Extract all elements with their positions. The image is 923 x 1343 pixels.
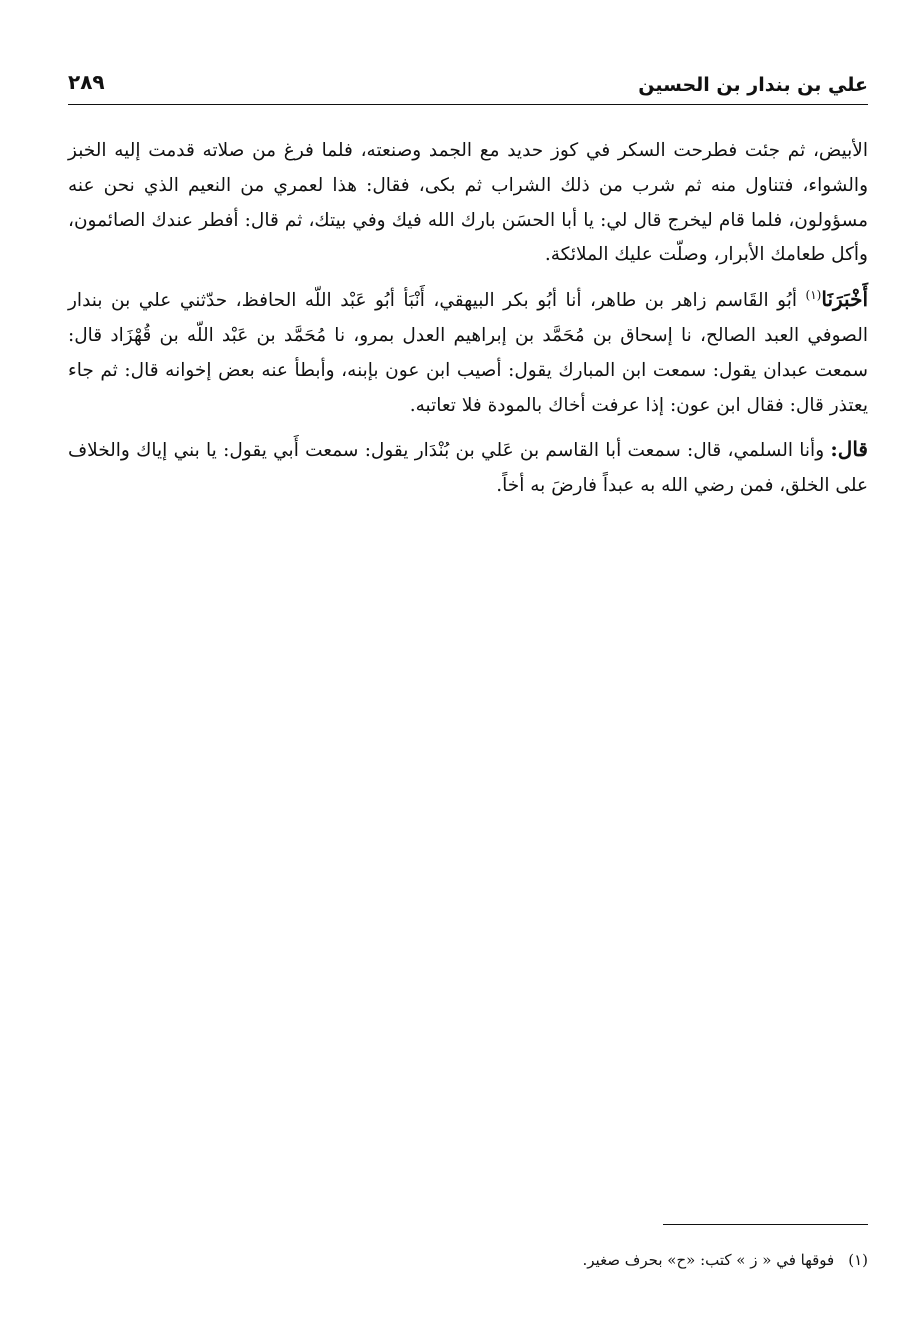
running-title: علي بن بندار بن الحسين <box>638 74 868 96</box>
paragraph-lead-word: قال: <box>830 437 868 462</box>
paragraph-1 <box>68 134 868 273</box>
paragraph-text: وأنا السلمي، قال: سمعت أبا القاسم بن عَلي بن بُنْدَار يقول: سمعت أَبي يقول: يا بني إياك والخلاف على الخلق، فمن رضي الله به عبداً فارضَ به أخاً. <box>68 440 868 497</box>
paragraph-3 <box>68 432 868 504</box>
footnote-text: فوقها في « ز » كتب: «ح» بحرف صغير. <box>582 1251 835 1269</box>
page-number: ٢٨٩ <box>68 70 105 94</box>
paragraph-2 <box>68 282 868 423</box>
footnote-marker: (١) <box>805 288 822 303</box>
paragraph-lead-word: أَخْبَرَنَا <box>821 287 868 312</box>
paragraph-text: أبُو القَاسم زاهر بن طاهر، أنا أبُو بكر البيهقي، أَنْبَأ أبُو عَبْد اللّه الحافظ، حدّثني علي بن بندار الصوفي العبد الصالح، نا إسحاق بن مُحَمَّد بن إبراهيم العدل بمرو، نا مُحَمَّد بن عَبْد اللّه بن قُهْزَاد قال: سمعت عبدان يقول: سمعت ابن المبارك يقول: أصيب ابن عون بإبنه، وأبطأ عنه بعض إخوانه قال: ثم جاء يعتذر قال: فقال ابن عون: إذا عرفت أخاك بالمودة فلا تعاتبه. <box>68 290 868 416</box>
header-divider <box>68 104 868 105</box>
footnote-number: (١) <box>848 1251 868 1269</box>
footnote-divider <box>663 1224 868 1225</box>
main-text <box>68 134 868 513</box>
paragraph-text: الأبيض، ثم جئت فطرحت السكر في كوز حديد مع الجمد وصنعته، فلما فرغ من صلاته قدمت إليه الخبز والشواء، فتناول منه ثم شرب من ذلك الشراب ثم بكى، فقال: هذا لعمري من النعيم الذي نحن عنه مسؤولون، فلما قام ليخرج قال لي: يا أبا الحسَن بارك الله فيك وفي بيتك، ثم قال: أفطر عندك الصائمون، وأكل طعامك الأبرار، وصلّت عليك الملائكة. <box>68 140 868 266</box>
page-header <box>68 68 868 102</box>
footnote <box>68 1248 868 1272</box>
